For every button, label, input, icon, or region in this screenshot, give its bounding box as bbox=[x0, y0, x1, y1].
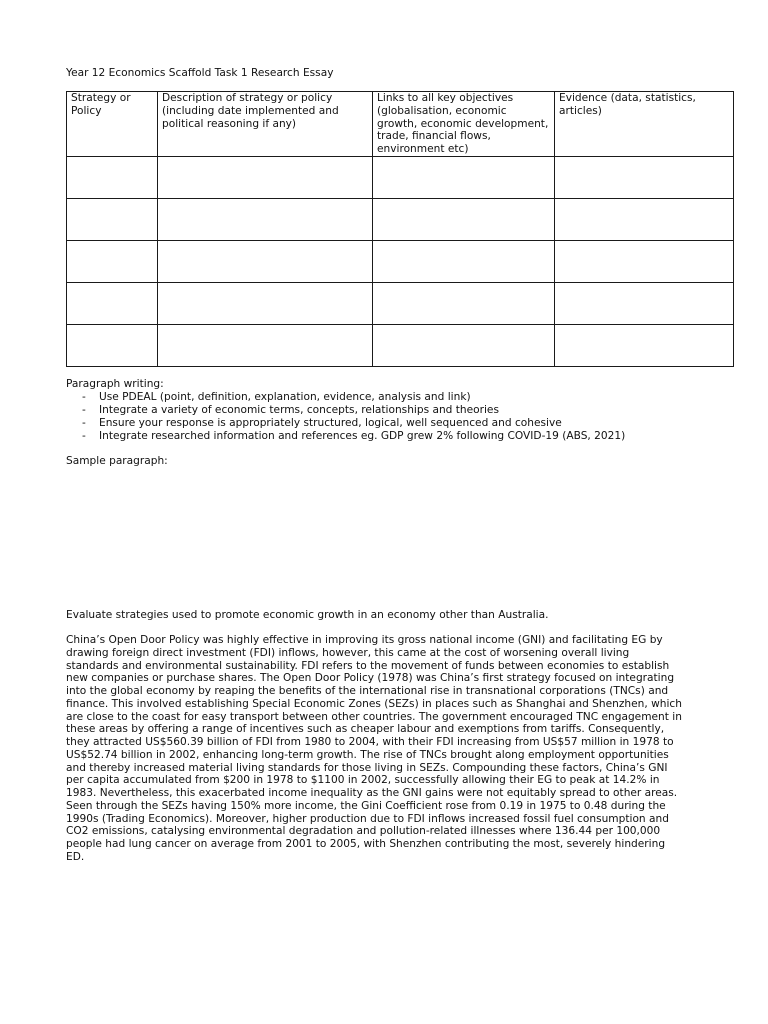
scaffold-table bbox=[66, 91, 734, 367]
essay-line: these areas by offering a range of incentives such as cheaper labour and exemptions from tariffs. Consequently, bbox=[66, 723, 665, 736]
essay-line: US$52.74 billion in 2002, enhancing long-term growth. The rise of TNCs brought along employment opportunities bbox=[66, 748, 669, 761]
table-cell[interactable] bbox=[67, 240, 158, 282]
paragraph-writing-list bbox=[66, 391, 625, 443]
table-cell[interactable] bbox=[158, 156, 373, 198]
table-cell[interactable] bbox=[373, 282, 555, 324]
list-item-text: Integrate a variety of economic terms, concepts, relationships and theories bbox=[99, 404, 499, 416]
essay-line: standards and environmental sustainability. FDI refers to the movement of funds between economies to establish bbox=[66, 659, 670, 672]
table-cell[interactable] bbox=[158, 240, 373, 282]
essay-question: Evaluate strategies used to promote economic growth in an economy other than Australia. bbox=[66, 609, 549, 621]
sample-paragraph bbox=[66, 634, 706, 864]
list-item-text: Ensure your response is appropriately structured, logical, well sequenced and cohesive bbox=[99, 417, 562, 429]
paragraph-writing-label: Paragraph writing: bbox=[66, 378, 164, 390]
table-row bbox=[67, 198, 734, 240]
list-item bbox=[66, 391, 625, 404]
essay-line: drawing foreign direct investment (FDI) inflows, however, this came at the cost of worsening overall living bbox=[66, 646, 630, 659]
table-cell[interactable] bbox=[67, 324, 158, 366]
table-cell[interactable] bbox=[373, 240, 555, 282]
table-header-row bbox=[67, 92, 734, 157]
essay-line: CO2 emissions, catalysing environmental degradation and pollution-related illnesses where 136.44 per 100,000 bbox=[66, 825, 661, 838]
table-row bbox=[67, 324, 734, 366]
list-item-text: Integrate researched information and references eg. GDP grew 2% following COVID-19 (ABS, 2021) bbox=[99, 430, 626, 442]
list-item-text: Use PDEAL (point, definition, explanation, evidence, analysis and link) bbox=[99, 391, 471, 403]
essay-line: into the global economy by reaping the benefits of the international rise in transnational corporations (TNCs) and bbox=[66, 685, 669, 697]
table-cell[interactable] bbox=[158, 198, 373, 240]
table-cell[interactable] bbox=[555, 198, 734, 240]
list-item bbox=[66, 430, 625, 443]
list-item bbox=[66, 417, 625, 430]
table-header-cell: Description of strategy or policy (including date implemented and political reasoning if any) bbox=[158, 92, 373, 157]
dash-bullet: - bbox=[82, 404, 86, 416]
table-cell[interactable] bbox=[67, 282, 158, 324]
table-row bbox=[67, 156, 734, 198]
page-title: Year 12 Economics Scaffold Task 1 Research Essay bbox=[66, 67, 334, 79]
essay-line: are close to the coast for easy transport between other countries. The government encouraged TNC engagement in bbox=[66, 710, 682, 723]
table-cell[interactable] bbox=[555, 282, 734, 324]
essay-line: per capita accumulated from $200 in 1978 to $1100 in 2002, successfully allowing their EG to peak at 14.2% in bbox=[66, 774, 660, 787]
table-header-cell: Links to all key objectives (globalisation, economic growth, economic development, trade, financial flows, environment etc) bbox=[373, 92, 555, 157]
essay-line: and thereby increased material living standards for those living in SEZs. Compounding these factors, China’s GNI bbox=[66, 761, 668, 774]
table-header-cell: Strategy or Policy bbox=[67, 92, 158, 157]
essay-line: they attracted US$560.39 billion of FDI from 1980 to 2004, with their FDI increasing from US$57 million in 1978 to bbox=[66, 736, 674, 748]
essay-line: new companies or purchase shares. The Open Door Policy (1978) was China’s first strategy focused on integrating bbox=[66, 672, 675, 685]
table-cell[interactable] bbox=[67, 198, 158, 240]
essay-line: Seen through the SEZs having 150% more income, the Gini Coefficient rose from 0.19 in 1975 to 0.48 during the bbox=[66, 799, 666, 812]
table-header-cell: Evidence (data, statistics, articles) bbox=[555, 92, 734, 157]
table-cell[interactable] bbox=[373, 156, 555, 198]
essay-line: finance. This involved establishing Special Economic Zones (SEZs) in places such as Shanghai and Shenzhen, which bbox=[66, 697, 682, 710]
list-item bbox=[66, 404, 625, 417]
table-cell[interactable] bbox=[373, 198, 555, 240]
essay-line: 1983. Nevertheless, this exacerbated income inequality as the GNI gains were not equitably spread to other areas. bbox=[66, 787, 678, 799]
table-cell[interactable] bbox=[555, 324, 734, 366]
table-cell[interactable] bbox=[158, 282, 373, 324]
essay-line: China’s Open Door Policy was highly effective in improving its gross national income (GNI) and facilitating EG by bbox=[66, 634, 663, 646]
dash-bullet: - bbox=[82, 430, 86, 442]
table-cell[interactable] bbox=[158, 324, 373, 366]
dash-bullet: - bbox=[82, 391, 86, 403]
table-row bbox=[67, 240, 734, 282]
essay-line: 1990s (Trading Economics). Moreover, higher production due to FDI inflows increased fossil fuel consumption and bbox=[66, 812, 669, 825]
essay-line: people had lung cancer on average from 2001 to 2005, with Shenzhen contributing the most, severely hindering bbox=[66, 838, 666, 850]
table-row bbox=[67, 282, 734, 324]
table-cell[interactable] bbox=[555, 240, 734, 282]
table-cell[interactable] bbox=[555, 156, 734, 198]
dash-bullet: - bbox=[82, 417, 86, 429]
table-cell[interactable] bbox=[373, 324, 555, 366]
sample-paragraph-label: Sample paragraph: bbox=[66, 455, 168, 467]
essay-line: ED. bbox=[66, 850, 85, 863]
table-cell[interactable] bbox=[67, 156, 158, 198]
